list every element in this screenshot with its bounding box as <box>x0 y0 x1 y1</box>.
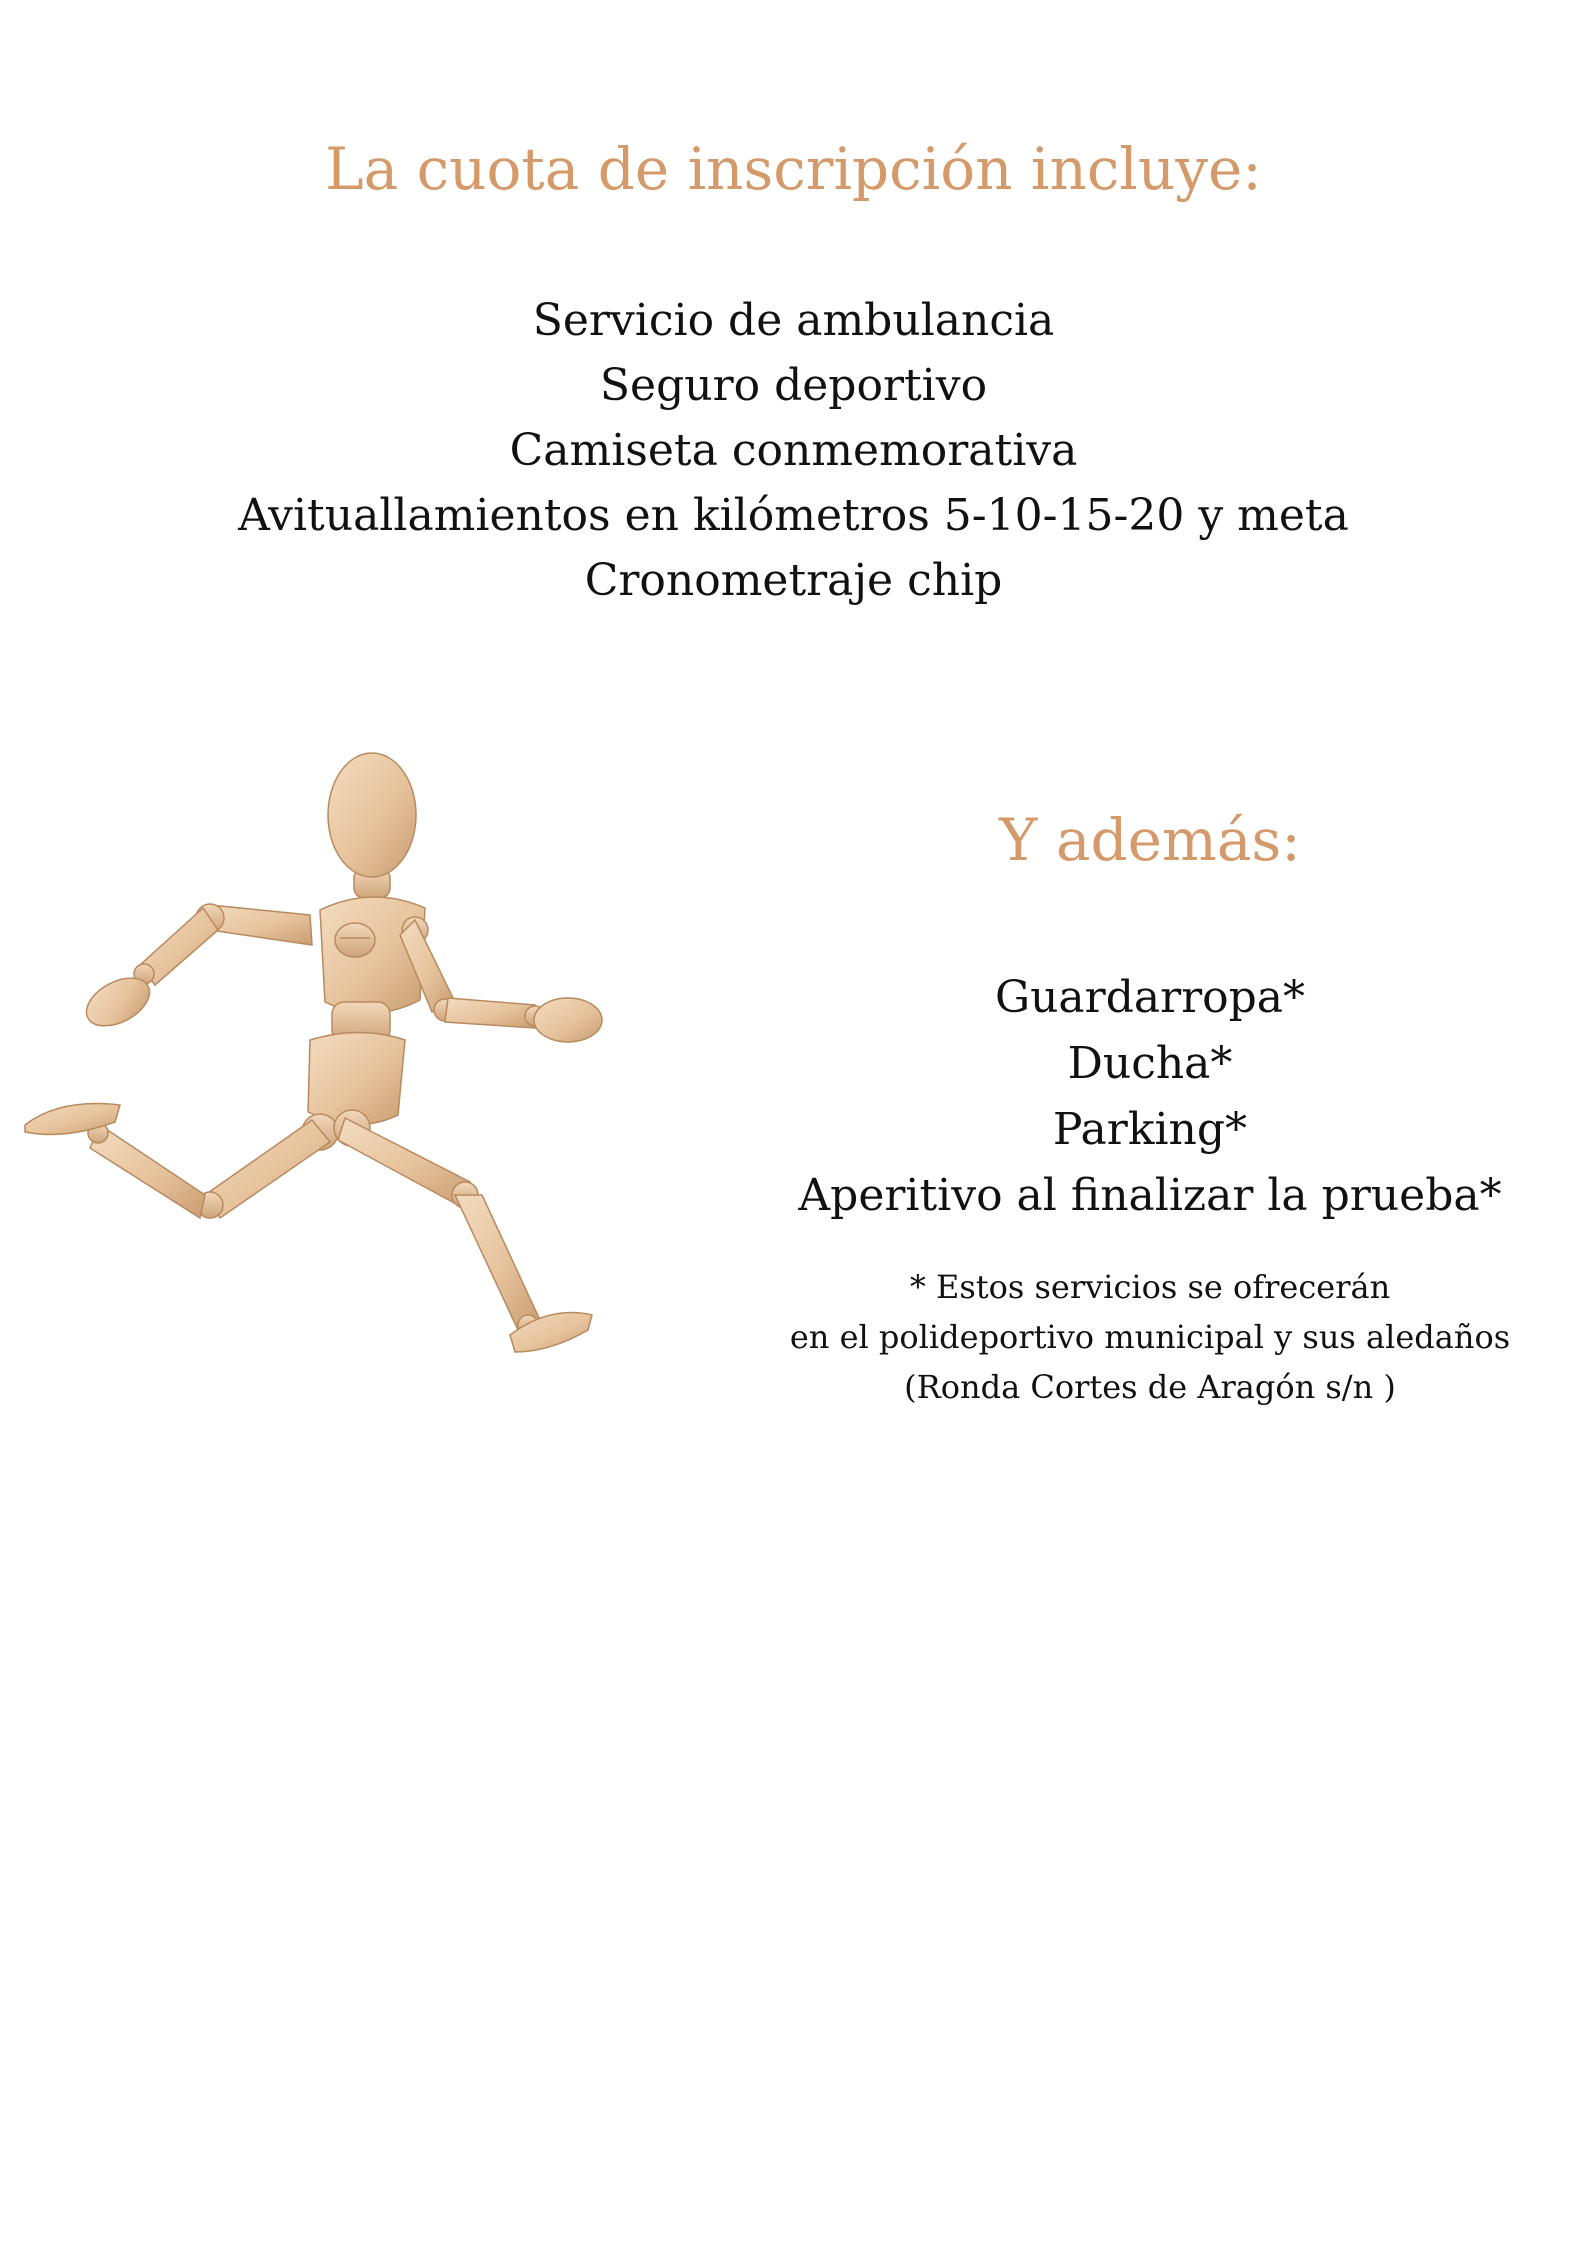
list-item: Servicio de ambulancia <box>532 295 1055 346</box>
list-item: Guardarropa* <box>994 972 1306 1023</box>
list-item: Avituallamientos en kilómetros 5-10-15-20 y meta <box>238 490 1349 541</box>
list-item: Ducha* <box>1067 1038 1233 1089</box>
list-item: Parking* <box>1052 1104 1248 1155</box>
wooden-mannequin-image <box>20 740 820 1530</box>
footnote-line: (Ronda Cortes de Aragón s/n ) <box>904 1368 1396 1406</box>
list-item: Camiseta conmemorativa <box>509 425 1078 476</box>
footnote-line: en el polideportivo municipal y sus aledaños <box>789 1318 1511 1356</box>
footnote-line: * Estos servicios se ofrecerán <box>909 1268 1391 1306</box>
list-item: Seguro deportivo <box>599 360 988 411</box>
list-item: Aperitivo al finalizar la prueba* <box>798 1170 1502 1221</box>
extras-list <box>750 965 1550 1229</box>
extra-heading: Y además: <box>999 806 1301 874</box>
list-item: Cronometraje chip <box>584 555 1003 606</box>
includes-list <box>0 288 1587 613</box>
main-heading: La cuota de inscripción incluye: <box>325 135 1262 203</box>
footnote <box>750 1262 1550 1412</box>
